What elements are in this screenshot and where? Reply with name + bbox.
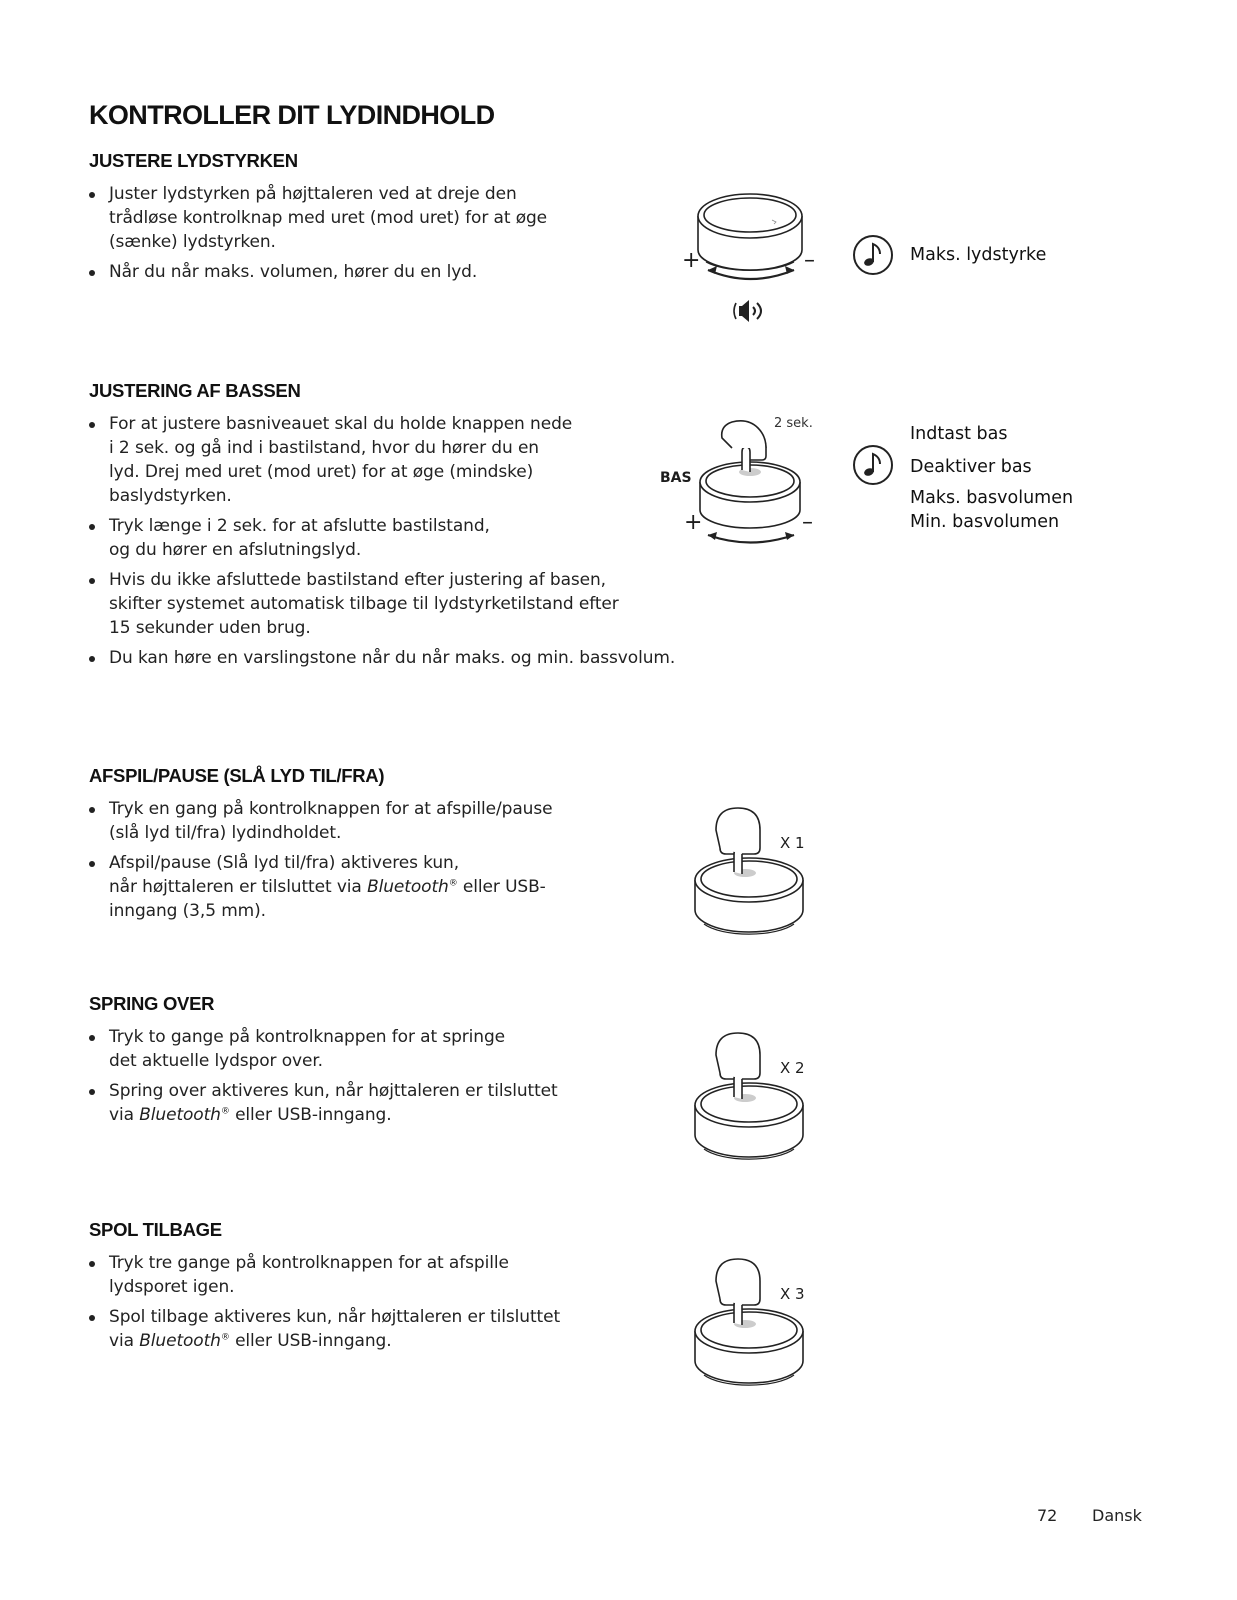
bullet-item: Tryk tre gange på kontrolknappen for at afspille lydsporet igen. <box>89 1251 729 1299</box>
bullet-item: Du kan høre en varslingstone når du når maks. og min. bassvolum. <box>89 646 729 670</box>
section-heading-rewind: SPOL TILBAGE <box>89 1219 222 1240</box>
volume-callout: Maks. lydstyrke <box>910 245 1047 265</box>
rotate-minus-label: – <box>804 248 815 273</box>
bass-callout-max: Maks. basvolumen <box>910 488 1074 508</box>
finger-press-icon <box>690 1025 820 1175</box>
section-rewind <box>89 1219 729 1359</box>
bullet-list <box>89 797 729 923</box>
page-number: 72 <box>1037 1506 1058 1525</box>
section-bass <box>89 380 729 676</box>
section-skip <box>89 993 729 1133</box>
rotate-plus-label: + <box>682 248 701 273</box>
bullet-list <box>89 412 729 670</box>
music-note-icon <box>852 444 894 490</box>
finger-press-icon <box>690 1251 820 1401</box>
bullet-item: Tryk to gange på kontrolknappen for at springe det aktuelle lydspor over. <box>89 1025 729 1073</box>
section-heading-skip: SPRING OVER <box>89 993 215 1014</box>
bullet-item: Afspil/pause (Slå lyd til/fra) aktiveres kun, når højttaleren er tilsluttet via Bluetooth® eller USB- inngang (3,5 mm). <box>89 851 729 923</box>
section-heading-bass: JUSTERING AF BASSEN <box>89 380 301 401</box>
press-count-label: X 3 <box>780 1285 805 1303</box>
music-note-icon <box>852 234 894 280</box>
page-title: KONTROLLER DIT LYDINDHOLD <box>89 100 495 130</box>
press-count-label: X 2 <box>780 1059 805 1077</box>
bass-callout-min: Min. basvolumen <box>910 512 1060 532</box>
volume-knob-illustration <box>680 188 830 338</box>
press-twice-illustration <box>690 1025 820 1175</box>
bullet-item: Når du når maks. volumen, hører du en lyd. <box>89 260 729 284</box>
press-once-illustration <box>690 800 820 950</box>
bullet-item: Tryk længe i 2 sek. for at afslutte bastilstand, og du hører en afslutningslyd. <box>89 514 729 562</box>
bullet-list <box>89 182 729 284</box>
section-volume <box>89 150 729 290</box>
bullet-item: Juster lydstyrken på højttaleren ved at dreje den trådløse kontrolknap med uret (mod uret) for at øge (sænke) lydstyrken. <box>89 182 729 254</box>
section-play-pause <box>89 765 729 929</box>
bullet-item: Spring over aktiveres kun, når højttaleren er tilsluttet via Bluetooth® eller USB-inngang. <box>89 1079 729 1127</box>
rotate-minus-label: – <box>802 510 813 535</box>
section-heading-play: AFSPIL/PAUSE (SLÅ LYD TIL/FRA) <box>89 765 385 786</box>
bullet-item: Spol tilbage aktiveres kun, når højttaleren er tilsluttet via Bluetooth® eller USB-inngang. <box>89 1305 729 1353</box>
section-heading-volume: JUSTERE LYDSTYRKEN <box>89 150 298 171</box>
page-language: Dansk <box>1092 1506 1142 1525</box>
speaker-volume-icon <box>734 300 761 322</box>
press-three-times-illustration <box>690 1251 820 1401</box>
bass-callout-disable: Deaktiver bas <box>910 457 1032 477</box>
bullet-item: For at justere basniveauet skal du holde knappen nede i 2 sek. og gå ind i bastilstand, hvor du hører du en lyd. Drej med uret (mod uret) for at øge (mindske) baslydstyrken. <box>89 412 729 508</box>
bass-callout-enter: Indtast bas <box>910 424 1008 444</box>
hold-duration-label: 2 sek. <box>774 416 813 431</box>
rotate-plus-label: + <box>684 510 703 535</box>
bullet-item: Hvis du ikke afsluttede bastilstand efter justering af basen, skifter systemet automatisk tilbage til lydstyrketilstand efter 15 sekunder uden brug. <box>89 568 729 640</box>
finger-press-icon <box>690 800 820 950</box>
bass-label: BAS <box>660 470 692 486</box>
bullet-list <box>89 1025 729 1127</box>
bullet-item: Tryk en gang på kontrolknappen for at afspille/pause (slå lyd til/fra) lydindholdet. <box>89 797 729 845</box>
bass-knob-illustration <box>660 400 830 550</box>
press-count-label: X 1 <box>780 834 805 852</box>
bullet-list <box>89 1251 729 1353</box>
